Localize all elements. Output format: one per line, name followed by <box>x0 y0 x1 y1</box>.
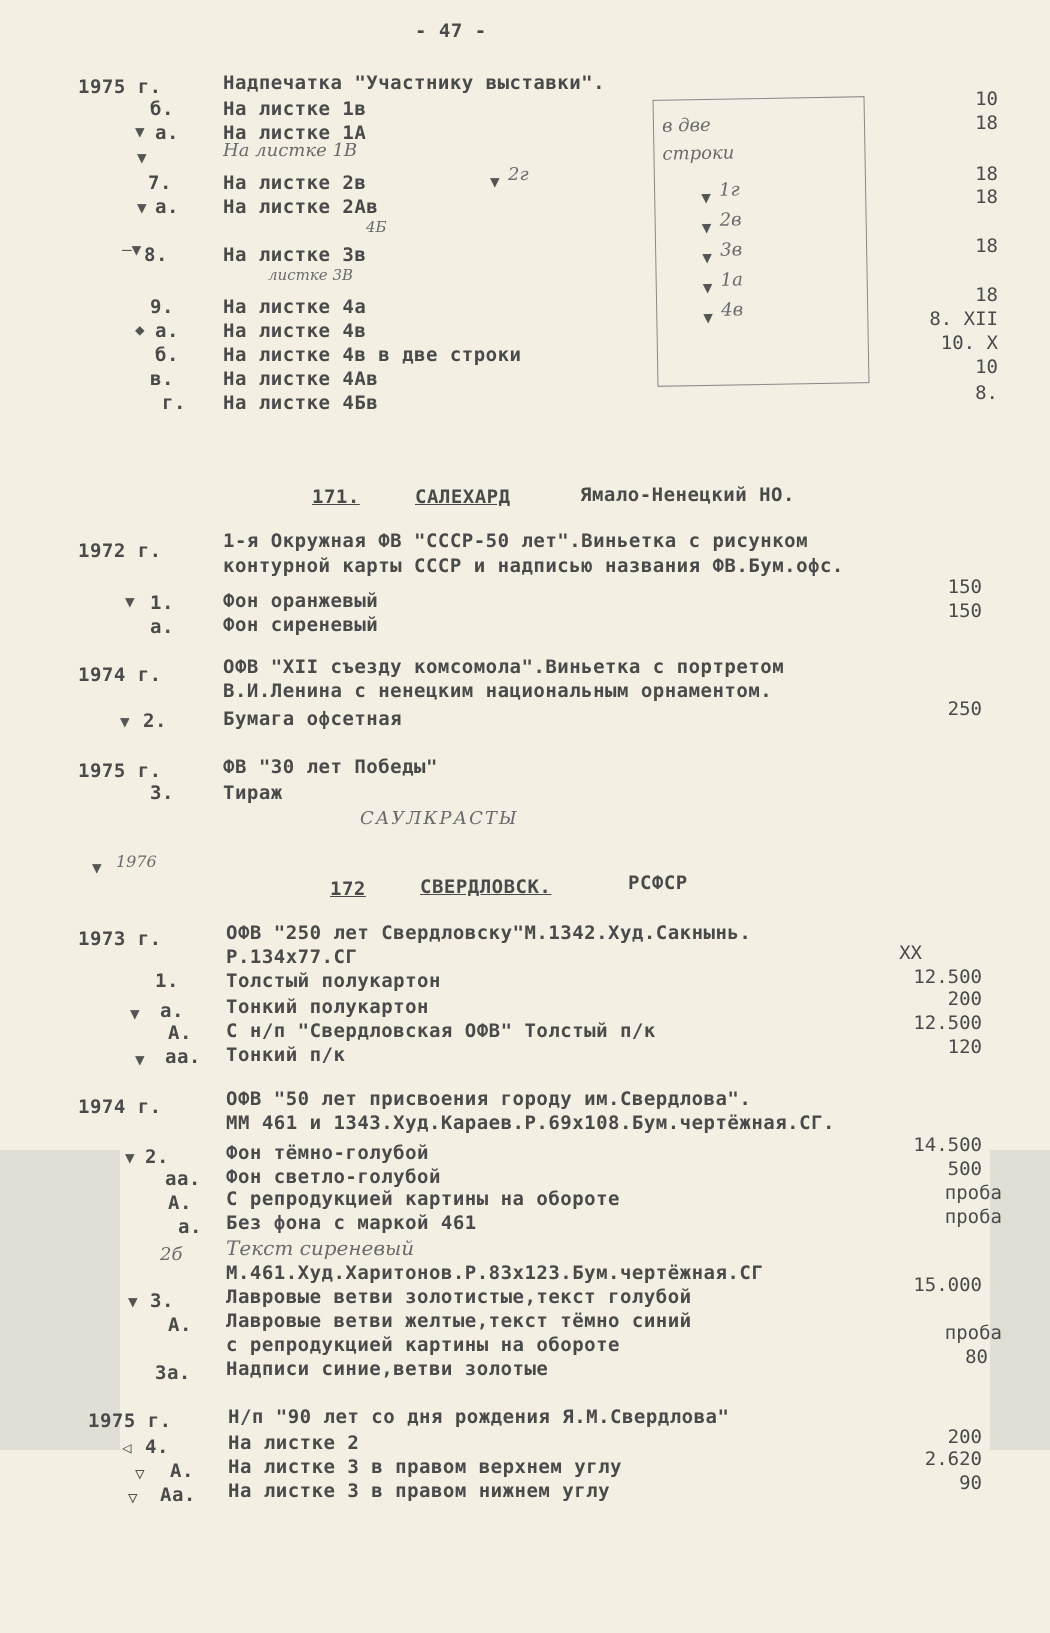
row-num: 15.000 <box>913 1274 982 1296</box>
row-id: 2. <box>145 1146 169 1168</box>
section-city: СВЕРДЛОВСК. <box>420 876 552 898</box>
row-num: проба <box>944 1322 1002 1344</box>
row-text: Бумага офсетная <box>223 708 403 730</box>
entry-line: ОФВ "50 лет присвоения городу им.Свердлова". <box>226 1088 752 1110</box>
entry-line: контурной карты СССР и надписью названия ФВ.Бум.офс. <box>223 555 844 577</box>
row-num: 2.620 <box>924 1448 982 1470</box>
row-num: ХХ <box>899 942 922 964</box>
section-city: САЛЕХАРД <box>415 486 511 508</box>
row-num: 150 <box>947 576 982 598</box>
handwritten-box <box>653 96 870 387</box>
row-id: 3. <box>150 1290 174 1312</box>
row-num: 10 <box>975 356 998 378</box>
row-id: Аа. <box>160 1484 196 1506</box>
row-text: На листке 4Ав <box>223 368 379 390</box>
row-text: На листке 2 <box>228 1432 360 1454</box>
sec170-title: Надпечатка "Участнику выставки". <box>223 72 606 94</box>
check-mark-icon: ▼ <box>137 198 147 217</box>
handwritten-note: На листке 1В <box>223 140 358 161</box>
section-region: РСФСР <box>628 872 688 894</box>
row-num: 150 <box>947 600 982 622</box>
row-text: Толстый полукартон <box>226 970 441 992</box>
check-mark-icon: ▼ <box>128 1292 138 1311</box>
check-mark-icon: ◆ <box>135 320 145 339</box>
row-text: Фон сиреневый <box>223 614 379 636</box>
box-item: 2в <box>719 209 742 231</box>
row-num: проба <box>944 1182 1002 1204</box>
row-text: На листке 2Ав <box>223 196 379 218</box>
row-id: а. <box>150 616 174 638</box>
check-mark-icon: ▼ <box>702 247 713 268</box>
row-id: 8. <box>144 244 168 266</box>
handwritten-note: 1976 <box>116 852 157 871</box>
entry-line: Р.134х77.СГ <box>226 946 358 968</box>
row-num: 12.500 <box>913 966 982 988</box>
row-id: в. <box>150 368 174 390</box>
entry-line: В.И.Ленина с ненецким национальным орнаментом. <box>223 680 773 702</box>
entry-line: ОФВ "ХII съезду комсомола".Виньетка с портретом <box>223 656 785 678</box>
check-mark-icon: ▼ <box>92 858 102 877</box>
row-num: 500 <box>947 1158 982 1180</box>
row-id: 4. <box>145 1436 169 1458</box>
entry-line: ОФВ "250 лет Свердловску"М.1342.Худ.Сакнынь. <box>226 922 752 944</box>
entry-line: Н/п "90 лет со дня рождения Я.М.Свердлова" <box>228 1406 730 1428</box>
row-num: 80 <box>965 1346 988 1368</box>
row-id: а. <box>160 1000 184 1022</box>
row-text: С н/п "Свердловская ОФВ" Толстый п/к <box>226 1020 656 1042</box>
row-num: 8. <box>975 382 998 404</box>
year-1974: 1974 г. <box>78 664 162 686</box>
row-id: б. <box>155 344 179 366</box>
section-region: Ямало-Ненецкий НО. <box>580 484 795 506</box>
row-num: 18 <box>975 186 998 208</box>
handwritten-note: 4Б <box>366 218 387 236</box>
box-item: 1г <box>718 179 740 201</box>
entry-line: ММ 461 и 1343.Худ.Караев.Р.69х108.Бум.чертёжная.СГ. <box>226 1112 835 1134</box>
check-mark-icon: ▼ <box>137 148 147 167</box>
year-1972: 1972 г. <box>78 540 162 562</box>
check-mark-icon: ▼ <box>125 592 135 611</box>
year-1973: 1973 г. <box>78 928 162 950</box>
row-text: Фон тёмно-голубой <box>226 1142 429 1164</box>
row-num: 200 <box>947 1426 982 1448</box>
check-mark-icon: ▼ <box>135 1050 145 1069</box>
row-num: 90 <box>959 1472 982 1494</box>
row-id: а. <box>155 122 179 144</box>
handwritten-note: листке 3В <box>268 266 354 284</box>
row-id: а. <box>178 1216 202 1238</box>
handwritten-note: 2г <box>508 164 529 185</box>
entry-line: М.461.Худ.Харитонов.Р.83х123.Бум.чертёжная.СГ <box>226 1262 764 1284</box>
check-mark-icon: ▼ <box>120 712 130 731</box>
page-number: - 47 - <box>415 20 487 42</box>
row-id: А. <box>170 1460 194 1482</box>
row-id: аа. <box>165 1046 201 1068</box>
check-mark-icon: ▽ <box>128 1488 138 1507</box>
row-id: б. <box>150 98 174 120</box>
row-text: Фон оранжевый <box>223 590 379 612</box>
year-1975: 1975 г. <box>78 760 162 782</box>
row-text: На листке 4в <box>223 320 367 342</box>
row-text: На листке 4Бв <box>223 392 379 414</box>
handwritten-note: Текст сиреневый <box>226 1236 415 1260</box>
check-mark-icon: ▼ <box>135 122 145 141</box>
row-text: Без фона с маркой 461 <box>226 1212 477 1234</box>
section-number: 171. <box>312 486 360 508</box>
row-id: А. <box>168 1022 192 1044</box>
row-text: На листке 3в <box>223 244 367 266</box>
handwritten-note: 2б <box>160 1244 183 1265</box>
row-text: Тираж <box>223 782 283 804</box>
row-id: 1. <box>155 970 179 992</box>
year-1974: 1974 г. <box>78 1096 162 1118</box>
row-num: 12.500 <box>913 1012 982 1034</box>
box-item: 3в <box>719 239 743 261</box>
row-num: 14.500 <box>913 1134 982 1156</box>
check-mark-icon: ▼ <box>701 217 712 238</box>
row-num: 120 <box>947 1036 982 1058</box>
check-mark-icon: ▼ <box>701 187 712 208</box>
row-id: аа. <box>165 1168 201 1190</box>
row-id: 2. <box>143 710 167 732</box>
row-text: На листке 4в в две строки <box>223 344 522 366</box>
row-num: 8. ХII <box>929 308 998 330</box>
row-id: г. <box>162 392 186 414</box>
row-num: 18 <box>975 163 998 185</box>
check-mark-icon: ▼ <box>125 1148 135 1167</box>
handwritten-note: САУЛКРАСТЫ <box>360 808 519 829</box>
row-num: 10 <box>975 88 998 110</box>
row-id: А. <box>168 1314 192 1336</box>
box-item: 1а <box>720 269 744 291</box>
entry-line: ФВ "30 лет Победы" <box>223 756 438 778</box>
year-1975: 1975 г. <box>88 1410 172 1432</box>
row-id: а. <box>155 196 179 218</box>
row-num: 200 <box>947 988 982 1010</box>
check-mark-icon: ▽ <box>135 1464 145 1483</box>
row-id: 7. <box>148 172 172 194</box>
check-mark-icon: ▼ <box>702 277 713 298</box>
row-id: 9. <box>150 296 174 318</box>
row-text: На листке 3 в правом нижнем углу <box>228 1480 611 1502</box>
row-text: На листке 1А <box>223 122 367 144</box>
row-text: Тонкий п/к <box>226 1044 346 1066</box>
row-id: 3а. <box>155 1362 191 1384</box>
box-title: в две строки <box>661 114 735 165</box>
row-text: На листке 2в <box>223 172 367 194</box>
row-num: 18 <box>975 284 998 306</box>
check-mark-icon: ▼ <box>703 307 714 328</box>
row-text: Лавровые ветви желтые,текст тёмно синий <box>226 1310 692 1332</box>
row-id: А. <box>168 1192 192 1214</box>
row-text: На листке 4а <box>223 296 367 318</box>
row-text: На листке 1в <box>223 98 367 120</box>
row-num: 18 <box>975 112 998 134</box>
row-num: 18 <box>975 235 998 257</box>
check-mark-icon: —▼ <box>122 240 142 259</box>
row-text: С репродукцией картины на обороте <box>226 1188 620 1210</box>
row-id: 1. <box>150 592 174 614</box>
row-text: Надписи синие,ветви золотые <box>226 1358 549 1380</box>
check-mark-icon: ◁ <box>122 1438 132 1457</box>
row-text: На листке 3 в правом верхнем углу <box>228 1456 622 1478</box>
section-number: 172 <box>330 878 366 900</box>
check-mark-icon: ▼ <box>130 1004 140 1023</box>
check-mark-icon: ▼ <box>490 172 500 191</box>
copy-smudge-left <box>0 1150 120 1450</box>
box-item: 4в <box>721 299 744 321</box>
row-text: Тонкий полукартон <box>226 996 429 1018</box>
row-num: 10. Х <box>940 332 998 354</box>
row-text: с репродукцией картины на обороте <box>226 1334 620 1356</box>
year-1975: 1975 г. <box>78 76 162 98</box>
row-id: 3. <box>150 782 174 804</box>
row-text: Лавровые ветви золотистые,текст голубой <box>226 1286 692 1308</box>
entry-line: 1-я Окружная ФВ "СССР-50 лет".Виньетка с рисунком <box>223 530 809 552</box>
row-num: 250 <box>947 698 982 720</box>
row-num: проба <box>944 1206 1002 1228</box>
row-id: а. <box>155 320 179 342</box>
row-text: Фон светло-голубой <box>226 1166 441 1188</box>
